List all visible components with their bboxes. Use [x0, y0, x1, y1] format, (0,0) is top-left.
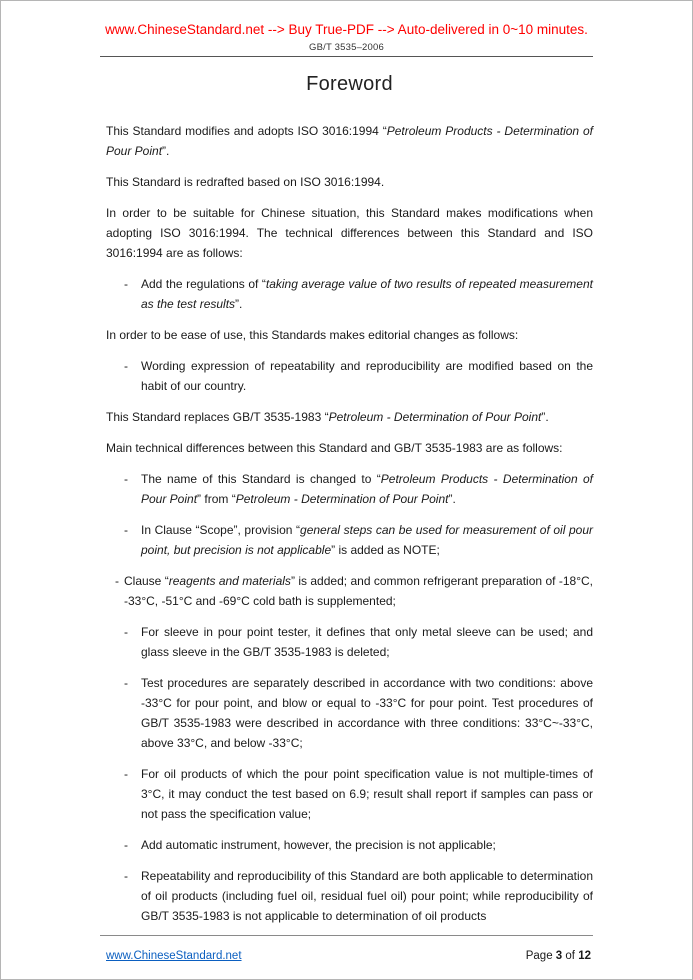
paragraph — [106, 172, 593, 192]
italic-text-run: Petroleum Products - Determination of Pour Point — [106, 124, 593, 158]
list-item-text — [124, 571, 593, 611]
paragraph — [106, 407, 593, 427]
list-item — [124, 274, 593, 314]
text-run: ” from “ — [197, 492, 236, 506]
paragraph — [106, 438, 593, 458]
list-item-text — [141, 356, 593, 396]
text-run: Add the regulations of “ — [141, 277, 266, 291]
text-run: ”. — [541, 410, 549, 424]
promo-banner-link[interactable]: www.ChineseStandard.net --> Buy True-PDF --> Auto-delivered in 0~10 minutes. — [105, 22, 588, 37]
italic-text-run: taking average value of two results of repeated measurement as the test results — [141, 277, 593, 311]
text-run: Repeatability and reproducibility of this Standard are both applicable to determination of oil products (including fuel oil, residual fuel oil) pour point; while reproducibility of GB/T 3535-1983 is not applicable to determination of oil products — [141, 869, 593, 923]
list-item — [124, 622, 593, 662]
bullet-dash: - — [124, 472, 128, 486]
italic-text-run: Petroleum - Determination of Pour Point — [328, 410, 542, 424]
list-item-text — [141, 835, 593, 855]
bullet-dash: - — [124, 869, 128, 883]
bullet-dash: - — [124, 838, 128, 852]
list-item — [124, 356, 593, 396]
text-run: This Standard modifies and adopts ISO 3016:1994 “ — [106, 124, 387, 138]
list-item-text — [141, 469, 593, 509]
page-title: Foreword — [306, 73, 393, 95]
page-word: Page — [525, 950, 553, 962]
list-item-text — [141, 274, 593, 314]
text-run: For oil products of which the pour point specification value is not multiple-times of 3°C, it may conduct the test based on 6.9; result shall report if samples can pass or not pass the specification value; — [141, 767, 593, 821]
italic-text-run: Petroleum - Determination of Pour Point — [235, 492, 449, 506]
text-run: In Clause “Scope”, provision “ — [141, 523, 301, 537]
italic-text-run: reagents and materials — [168, 574, 291, 588]
list-item-text — [141, 866, 593, 926]
text-run: ”. — [235, 297, 243, 311]
page-indicator — [526, 950, 591, 962]
text-run: Main technical differences between this Standard and GB/T 3535-1983 are as follows: — [106, 441, 563, 455]
list-item-text — [141, 673, 593, 753]
of-word: of — [565, 950, 575, 962]
bullet-dash: - — [124, 676, 128, 690]
text-run: In order to be suitable for Chinese situation, this Standard makes modifications when adopting ISO 3016:1994. The technical differences between this Standard and ISO 3016:1994 are as follows: — [106, 206, 593, 260]
footer-rule — [100, 935, 593, 936]
list-item-text — [141, 520, 593, 560]
bullet-dash: - — [124, 359, 128, 373]
document-number: GB/T 3535–2006 — [309, 42, 384, 53]
text-run: ” is added; and common refrigerant preparation of -18°C, -33°C, -51°C and -69°C cold bath is supplemented; — [124, 574, 594, 608]
list-item — [124, 866, 593, 926]
bullet-dash: - — [115, 574, 119, 588]
text-run: Test procedures are separately described in accordance with two conditions: above -33°C for pour point, and blow or equal to -33°C for pour point. Test procedures of GB/T 3535-1983 were described in accordance with three conditions: 33°C~-33°C, above 33°C, and below -33°C; — [141, 676, 593, 750]
bullet-dash: - — [124, 625, 128, 639]
bullet-dash: - — [124, 767, 128, 781]
text-run: The name of this Standard is changed to “ — [141, 472, 381, 486]
list-item — [115, 571, 593, 611]
paragraph — [106, 325, 593, 345]
paragraph — [106, 121, 593, 161]
text-run: This Standard is redrafted based on ISO 3016:1994. — [106, 175, 385, 189]
text-run: Wording expression of repeatability and reproducibility are modified based on the habit of our country. — [141, 359, 593, 393]
text-run: Clause “ — [124, 574, 169, 588]
page-total: 12 — [578, 950, 591, 962]
footer-website-link[interactable]: www.ChineseStandard.net — [106, 950, 242, 962]
header-rule — [100, 56, 593, 57]
text-run: ”. — [162, 144, 170, 158]
list-item — [124, 764, 593, 824]
list-item — [124, 835, 593, 855]
list-item — [124, 469, 593, 509]
text-run: ” is added as NOTE; — [331, 543, 440, 557]
list-item-text — [141, 764, 593, 824]
text-run: Add automatic instrument, however, the precision is not applicable; — [141, 838, 496, 852]
paragraph — [106, 203, 593, 263]
italic-text-run: Petroleum Products - Determination of Pour Point — [141, 472, 593, 506]
page-number: 3 — [555, 950, 563, 962]
footer — [106, 950, 591, 962]
list-item — [124, 673, 593, 753]
list-item-text — [141, 622, 593, 662]
text-run: This Standard replaces GB/T 3535-1983 “ — [106, 410, 329, 424]
text-run: ”. — [448, 492, 456, 506]
text-run: For sleeve in pour point tester, it defines that only metal sleeve can be used; and glass sleeve in the GB/T 3535-1983 is deleted; — [141, 625, 593, 659]
document-body — [106, 121, 593, 926]
list-item — [124, 520, 593, 560]
bullet-dash: - — [124, 277, 128, 291]
document-content — [106, 73, 593, 937]
italic-text-run: general steps can be used for measurement of oil pour point, but precision is not applicable — [141, 523, 593, 557]
text-run: In order to be ease of use, this Standards makes editorial changes as follows: — [106, 328, 519, 342]
bullet-dash: - — [124, 523, 128, 537]
